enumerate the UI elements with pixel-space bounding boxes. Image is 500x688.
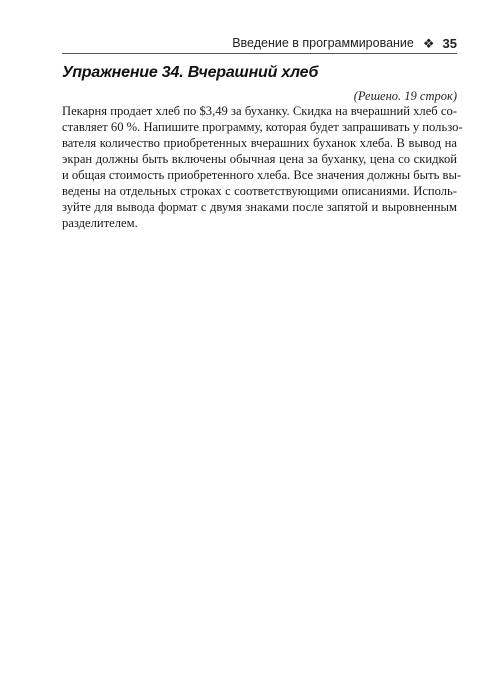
- body-line: вателя количество приобретенных вчерашних буханок хлеба. В вывод на: [62, 136, 457, 150]
- solved-note: (Решено. 19 строк): [353, 89, 457, 103]
- body-line: и общая стоимость приобретенного хлеба. Все значения должны быть вы-: [62, 168, 462, 182]
- body-line: Пекарня продает хлеб по $3,49 за буханку. Скидка на вчерашний хлеб со-: [62, 104, 457, 118]
- body-line: ведены на отдельных строках с соответствующими описаниями. Исполь-: [62, 184, 457, 198]
- body-line: ставляет 60 %. Напишите программу, которая будет запрашивать у пользо-: [62, 120, 463, 134]
- exercise-title: Упражнение 34. Вчерашний хлеб: [62, 64, 319, 81]
- diamond-separator-icon: ❖: [422, 35, 435, 51]
- body-line: зуйте для вывода формат с двумя знаками после запятой и выровненным: [62, 200, 457, 214]
- header-rule: [62, 53, 457, 54]
- page-number: 35: [442, 35, 457, 51]
- section-title: Введение в программирование: [232, 36, 414, 50]
- body-line: экран должны быть включены обычная цена за буханку, цена со скидкой: [62, 152, 457, 166]
- exercise-body: [62, 103, 463, 231]
- body-line: разделителем.: [62, 216, 138, 230]
- running-header: [62, 33, 457, 53]
